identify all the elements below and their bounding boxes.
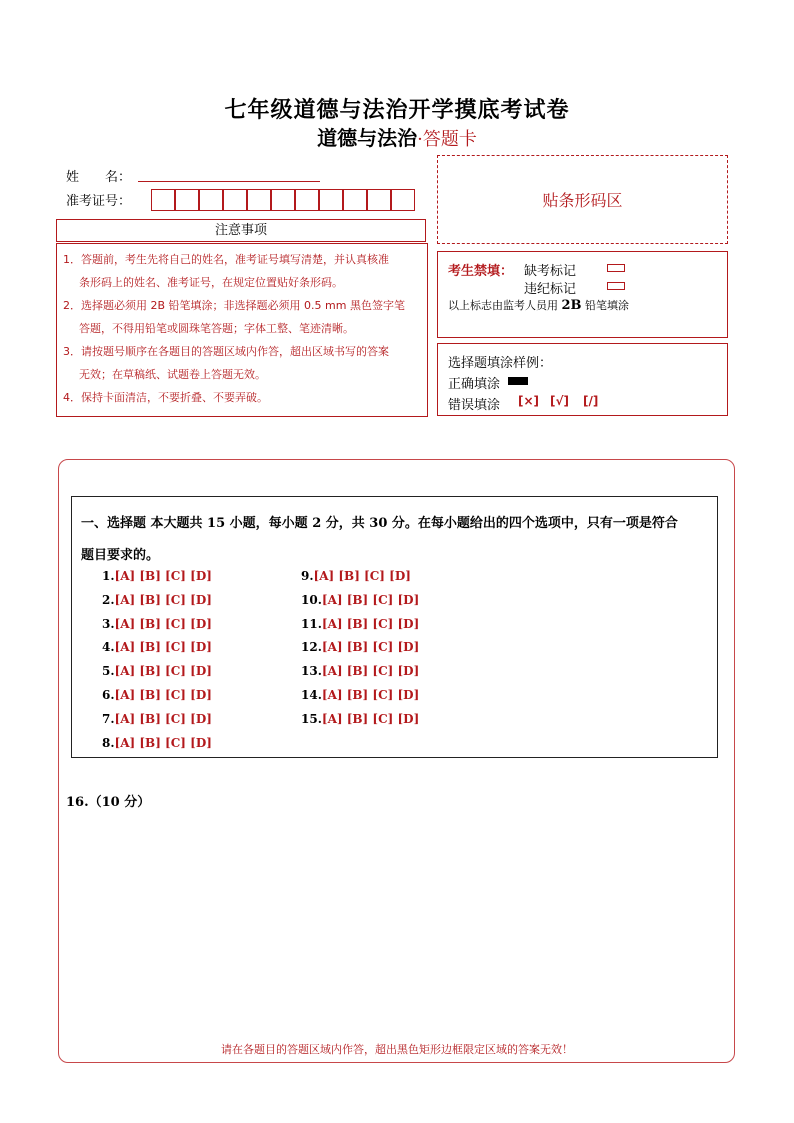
id-digit-box[interactable] [295, 189, 319, 211]
forbid-note-post: 铅笔填涂 [585, 299, 630, 312]
question-7[interactable] [102, 712, 212, 726]
question-options[interactable]: [A] [B] [C] [D] [114, 735, 212, 750]
question-8[interactable] [102, 736, 212, 750]
section1-title-line2: 题目要求的。 [81, 548, 160, 563]
question-15[interactable] [301, 712, 419, 726]
question-number: 10. [301, 592, 322, 607]
wrong-mark-1: [×] [518, 394, 540, 408]
question-number: 6. [102, 688, 115, 702]
id-digit-box[interactable] [247, 189, 271, 211]
question-9[interactable] [301, 569, 411, 583]
notice-item-1-cont: 条形码上的姓名、准考证号，在规定位置贴好条形码。 [79, 276, 343, 289]
barcode-label: 贴条形码区 [542, 191, 623, 210]
name-field[interactable] [138, 181, 320, 182]
id-digit-box[interactable] [199, 189, 223, 211]
notice-box [56, 243, 428, 417]
notice-item-4: 4．保持卡面清洁，不要折叠、不要弄破。 [63, 391, 268, 404]
question-options[interactable]: [A] [B] [C] [D] [114, 616, 212, 631]
section1-title [81, 508, 711, 572]
wrong-mark-3: [/] [583, 394, 599, 408]
question-4[interactable] [102, 640, 212, 654]
forbid-box [437, 251, 728, 338]
id-label: 准考证号： [66, 194, 132, 209]
absent-mark-box[interactable] [607, 264, 625, 272]
subtitle-answer-sheet: 答题卡 [422, 129, 477, 150]
question-number: 11. [301, 616, 322, 631]
exam-subtitle [0, 122, 794, 151]
violation-mark-box[interactable] [607, 282, 625, 290]
question-number: 14. [301, 688, 322, 702]
wrong-fill-label: 错误填涂 [448, 398, 501, 413]
question-number: 15. [301, 711, 322, 726]
notice-item-3: 3．请按题号顺序在各题目的答题区域内作答，超出区域书写的答案 [63, 345, 389, 358]
question-5[interactable] [102, 664, 212, 678]
question-16-label: 16.（10 分） [66, 795, 151, 810]
forbid-note-pre: 以上标志由监考人员用 [448, 299, 558, 312]
sample-heading: 选择题填涂样例： [448, 356, 553, 371]
id-digit-box[interactable] [367, 189, 391, 211]
question-number: 5. [102, 664, 115, 679]
forbid-label: 考生禁填： [448, 264, 514, 279]
question-options[interactable]: [A] [B] [C] [D] [114, 592, 212, 607]
subtitle-main: 道德与法治 [317, 126, 418, 150]
question-1[interactable] [102, 569, 212, 583]
wrong-mark-2: [√] [550, 394, 569, 408]
question-2[interactable] [102, 593, 212, 607]
question-number: 4. [102, 640, 115, 655]
question-11[interactable] [301, 617, 419, 631]
question-options[interactable]: [A] [B] [C] [D] [321, 616, 420, 631]
question-14[interactable] [301, 688, 419, 702]
subtitle-separator: · [417, 129, 423, 150]
notice-item-3-cont: 无效；在草稿纸、试题卷上答题无效。 [79, 368, 266, 381]
question-options[interactable]: [A] [B] [C] [D] [114, 664, 212, 679]
id-digit-box[interactable] [223, 189, 247, 211]
id-digit-box[interactable] [271, 189, 295, 211]
question-options[interactable]: [A] [B] [C] [D] [114, 711, 212, 726]
barcode-area [437, 155, 728, 244]
question-options[interactable]: [A] [B] [C] [D] [321, 711, 420, 726]
question-number: 2. [102, 592, 115, 607]
question-options[interactable]: [A] [B] [C] [D] [114, 688, 212, 702]
id-digit-box[interactable] [151, 189, 175, 211]
sample-box [437, 343, 728, 416]
absent-label: 缺考标记 [524, 264, 577, 279]
question-number: 13. [301, 664, 322, 679]
correct-fill-mark [508, 377, 528, 385]
notice-heading: 注意事项 [56, 219, 426, 242]
question-number: 12. [301, 640, 322, 655]
notice-item-1: 1．答题前，考生先将自己的姓名，准考证号填写清楚，并认真核准 [63, 253, 389, 266]
question-number: 9. [301, 569, 314, 583]
id-digit-box[interactable] [319, 189, 343, 211]
question-options[interactable]: [A] [B] [C] [D] [321, 664, 420, 679]
question-number: 1. [102, 569, 115, 583]
exam-title: 七年级道德与法治开学摸底考试卷 [224, 97, 570, 123]
name-label: 姓 名： [66, 170, 132, 185]
question-options[interactable]: [A] [B] [C] [D] [321, 592, 420, 607]
violation-label: 违纪标记 [524, 282, 577, 297]
notice-item-2-cont: 答题，不得用铅笔或圆珠笔答题；字体工整、笔迹清晰。 [79, 322, 354, 335]
question-6[interactable] [102, 688, 212, 702]
id-digit-box[interactable] [391, 189, 415, 211]
question-12[interactable] [301, 640, 419, 654]
question-options[interactable]: [A] [B] [C] [D] [321, 640, 420, 655]
forbid-note [448, 297, 629, 313]
question-10[interactable] [301, 593, 419, 607]
id-digit-box[interactable] [175, 189, 199, 211]
section1-title-line1: 一、选择题 本大题共 15 小题，每小题 2 分，共 30 分。在每小题给出的四个选项中，只有一项是符合 [81, 516, 678, 531]
forbid-note-bold: 2B [561, 298, 582, 313]
question-options[interactable]: [A] [B] [C] [D] [313, 569, 411, 583]
correct-fill-label: 正确填涂 [448, 377, 501, 392]
question-number: 7. [102, 711, 115, 726]
question-number: 3. [102, 616, 115, 631]
question-options[interactable]: [A] [B] [C] [D] [321, 688, 420, 702]
footer-warning: 请在各题目的答题区域内作答，超出黑色矩形边框限定区域的答案无效！ [221, 1043, 573, 1056]
question-13[interactable] [301, 664, 419, 678]
question-options[interactable]: [A] [B] [C] [D] [114, 640, 212, 655]
question-options[interactable]: [A] [B] [C] [D] [114, 569, 212, 583]
id-digit-box[interactable] [343, 189, 367, 211]
question-3[interactable] [102, 617, 212, 631]
notice-item-2: 2．选择题必须用 2B 铅笔填涂；非选择题必须用 0.5 mm 黑色签字笔 [63, 299, 405, 312]
question-number: 8. [102, 735, 115, 750]
